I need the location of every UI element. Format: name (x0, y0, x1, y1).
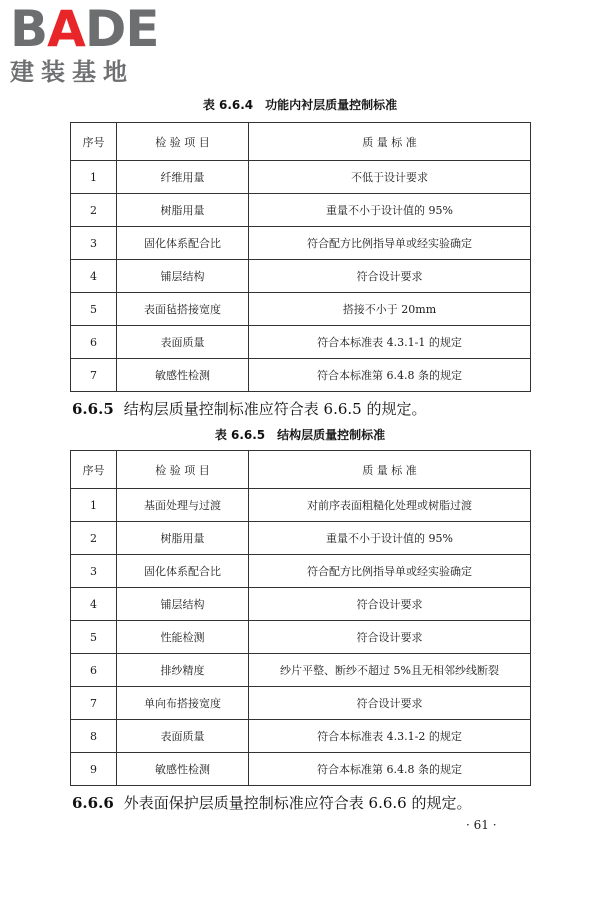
table-row (71, 260, 531, 293)
page-number: · 61 · (466, 818, 497, 832)
row-index: 4 (71, 260, 117, 293)
row-item: 敏感性检测 (117, 753, 249, 786)
table-row (71, 621, 531, 654)
clause-666 (72, 792, 471, 813)
row-index: 9 (71, 753, 117, 786)
row-item: 排纱精度 (117, 654, 249, 687)
row-standard: 符合设计要求 (249, 621, 531, 654)
table-caption-number: 表 6.6.4 (202, 98, 254, 112)
table-row (71, 326, 531, 359)
table-header-row (71, 451, 531, 489)
row-standard: 纱片平整、断纱不超过 5%且无相邻纱线断裂 (249, 654, 531, 687)
row-item: 单向布搭接宽度 (117, 687, 249, 720)
row-standard: 符合本标准第 6.4.8 条的规定 (249, 359, 531, 392)
table-row (71, 588, 531, 621)
row-index: 8 (71, 720, 117, 753)
table-row (71, 687, 531, 720)
row-index: 7 (71, 359, 117, 392)
clause-text: 外表面保护层质量控制标准应符合表 6.6.6 的规定。 (123, 794, 472, 812)
header-index: 序号 (71, 123, 117, 161)
row-item: 性能检测 (117, 621, 249, 654)
table-row (71, 194, 531, 227)
row-item: 表面质量 (117, 326, 249, 359)
row-item: 固化体系配合比 (117, 227, 249, 260)
header-item: 检 验 项 目 (117, 451, 249, 489)
clause-number: 6.6.5 (72, 400, 114, 418)
row-standard: 符合本标准表 4.3.1-2 的规定 (249, 720, 531, 753)
row-standard: 对前序表面粗糙化处理或树脂过渡 (249, 489, 531, 522)
row-item: 铺层结构 (117, 588, 249, 621)
row-standard: 符合本标准第 6.4.8 条的规定 (249, 753, 531, 786)
quality-table-664 (70, 122, 531, 392)
table-row (71, 522, 531, 555)
logo-chinese-text: 建装基地 (10, 58, 134, 86)
row-index: 3 (71, 227, 117, 260)
clause-665 (72, 398, 426, 419)
table-row (71, 227, 531, 260)
row-item: 表面质量 (117, 720, 249, 753)
row-index: 6 (71, 326, 117, 359)
row-item: 铺层结构 (117, 260, 249, 293)
table-caption-665 (0, 426, 600, 443)
row-index: 4 (71, 588, 117, 621)
row-standard: 符合配方比例指导单或经实验确定 (249, 227, 531, 260)
quality-table-665 (70, 450, 531, 786)
bade-logo (10, 2, 175, 90)
row-standard: 符合本标准表 4.3.1-1 的规定 (249, 326, 531, 359)
header-standard: 质 量 标 准 (249, 123, 531, 161)
table-row (71, 753, 531, 786)
table-caption-number: 表 6.6.5 (214, 428, 266, 442)
row-index: 1 (71, 489, 117, 522)
row-standard: 符合配方比例指导单或经实验确定 (249, 555, 531, 588)
row-item: 树脂用量 (117, 522, 249, 555)
row-index: 5 (71, 293, 117, 326)
row-item: 树脂用量 (117, 194, 249, 227)
table-row (71, 161, 531, 194)
table-caption-664 (0, 96, 600, 113)
row-standard: 重量不小于设计值的 95% (249, 522, 531, 555)
table-row (71, 359, 531, 392)
clause-number: 6.6.6 (72, 794, 114, 812)
table-row (71, 555, 531, 588)
row-index: 2 (71, 194, 117, 227)
clause-text: 结构层质量控制标准应符合表 6.6.5 的规定。 (123, 400, 427, 418)
table-caption-title: 结构层质量控制标准 (277, 428, 386, 442)
row-index: 7 (71, 687, 117, 720)
row-standard: 搭接不小于 20mm (249, 293, 531, 326)
logo-wordmark: BADE (10, 0, 159, 58)
row-standard: 符合设计要求 (249, 687, 531, 720)
table-header-row (71, 123, 531, 161)
row-index: 2 (71, 522, 117, 555)
row-item: 基面处理与过渡 (117, 489, 249, 522)
row-item: 纤维用量 (117, 161, 249, 194)
row-item: 固化体系配合比 (117, 555, 249, 588)
header-index: 序号 (71, 451, 117, 489)
row-item: 表面毡搭接宽度 (117, 293, 249, 326)
row-index: 5 (71, 621, 117, 654)
row-item: 敏感性检测 (117, 359, 249, 392)
table-row (71, 293, 531, 326)
table-row (71, 654, 531, 687)
row-standard: 符合设计要求 (249, 588, 531, 621)
row-index: 1 (71, 161, 117, 194)
header-standard: 质 量 标 准 (249, 451, 531, 489)
row-index: 3 (71, 555, 117, 588)
row-standard: 符合设计要求 (249, 260, 531, 293)
row-index: 6 (71, 654, 117, 687)
table-row (71, 489, 531, 522)
table-row (71, 720, 531, 753)
row-standard: 重量不小于设计值的 95% (249, 194, 531, 227)
row-standard: 不低于设计要求 (249, 161, 531, 194)
header-item: 检 验 项 目 (117, 123, 249, 161)
table-caption-title: 功能内衬层质量控制标准 (265, 98, 398, 112)
